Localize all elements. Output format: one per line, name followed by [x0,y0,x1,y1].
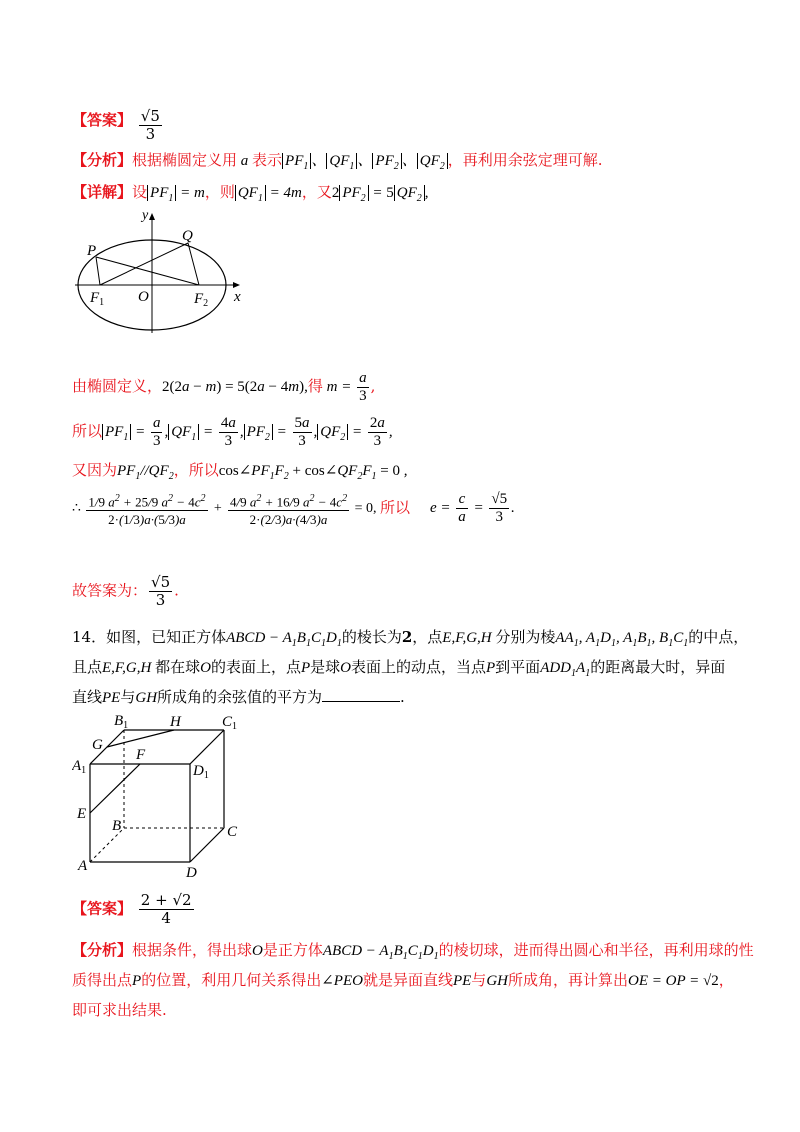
fx2a: 质得出点 [72,971,133,989]
line2-math: $PF_1$ = $\frac{a}{3}$ , $QF_1$ = $\frac{4a}{3}$ , $PF_2$ = $\frac{5a}{3}$ , $QF_2$ = $\frac{2a}{3}$ , [102,424,393,440]
analysis-14-line3 [72,1000,167,1020]
detail-text-3: ，又 [301,183,332,201]
q2-points: E,F,G,H [102,660,156,676]
q1-points: E,F,G,H [442,630,496,646]
label-F2: $F_2$ [194,291,209,309]
q1e: 分别为棱 [495,628,556,646]
label-F1: $F_1$ [90,290,105,308]
final-fraction: $\frac{√5}{3}$ [151,573,171,609]
line2-prefix: 所以 [72,421,103,440]
fx2c: 就是异面直线 [362,971,453,989]
fx2d: 与 [471,971,487,989]
line3-math-b: $\cos\angle PF_1F_2$ + $\cos\angle QF_2F_1 = 0$ , [218,463,408,482]
label-F: F [136,747,146,763]
segment-EF [90,764,140,813]
q2-O2: O [340,660,351,676]
q2e: 表面上的动点，当点 [350,658,486,676]
cosine-math: ∴ $\frac{1/9 a^2 + 25/9 a^2 - 4c^2}{2\cdot(1/3)a\cdot(5/3)a}$ + $\frac{4/9 a^2 + 16/9 a^2 - 4c^2}{2\cdot(2/3)a\cdot(4/3)a}$ = 0, [72,501,380,516]
label-y: y [142,208,149,223]
edge-CD [190,828,224,862]
q3a: 直线 [72,688,103,706]
q2-O: O [200,660,211,676]
q2g: 的距离最大时，异面 [590,658,726,676]
line1-suffix: 得 [307,376,323,395]
y-arrow [149,213,155,220]
q1d: ，点 [412,628,443,646]
q1-cube: ABCD − $A_1B_1C_1D_1$ [226,630,342,649]
segment-GH [107,730,174,747]
q2d: 是球 [310,658,341,676]
label-A1: $A_1$ [72,758,87,776]
question-14-line3: 直线PE与GH所成角的余弦值的平方为 . [72,688,405,706]
label-G: G [92,737,103,753]
fx1b: 是正方体 [262,941,323,959]
q1-edges: $AA_1$, $A_1D_1$, $A_1B_1$, $B_1C_1$ [555,630,689,649]
eccentricity-math: e = $\frac{c}{a}$ = $\frac{√5}{3}$ . [429,491,515,526]
final-prefix: 故答案为： [72,581,148,600]
analysis-text: 根据椭圆定义用 [132,151,238,169]
cosine-equation [72,490,515,528]
question-14-line1 [72,627,748,654]
label-B: B [112,818,122,834]
fx1-O: O [252,943,263,959]
label-A: A [78,858,88,874]
fx2-PE: PE [452,973,472,989]
fx2e: 所成角，再计算出 [507,971,628,989]
fx3: 即可求出结果. [72,1001,167,1019]
ellipse-def-line: 由椭圆定义，2(2a − m) = 5(2a − 4m),得 m = $\frac{a}{3}$ , [72,370,376,404]
q2-plane: $ADD_1A_1$ [540,660,591,679]
label-C: C [227,824,238,840]
q3-PE: PE [102,690,121,706]
cube-figure [72,712,247,880]
detail-math-3: 2 $PF_2 = 5$ $QF_2$ , [331,185,429,204]
label-D: D [186,865,197,880]
line1-math: 2(2a − m) = 5(2a − 4m), [162,378,308,395]
q2f: 到平面 [495,658,541,676]
triangle-Q [100,243,199,285]
q2-P: P [300,660,311,676]
line3-mid: ，所以 [173,461,219,479]
detail-math-2: $QF_1 = 4m$ [235,185,302,201]
ellipse-figure [70,205,250,340]
q1a: 如图，已知正方体 [106,628,227,646]
fx1-cube: ABCD − $A_1B_1C_1D_1$ [322,943,439,962]
line1-result: m = $\frac{a}{3}$ [322,370,367,404]
analysis-label-14: 【分析】 [72,941,133,959]
analysis-math-list: $PF_1$ 、 $QF_1$ 、 $PF_2$ 、 $QF_2$ [282,153,448,169]
q2-P2: P [486,660,496,676]
q1c: 2 [401,628,413,646]
answer-blank[interactable] [322,687,400,702]
fx2b: 的位置，利用几何关系得出 [141,971,322,989]
q3c: 所成角的余弦值的平方为 [157,688,323,706]
detail-text: 设 [132,183,148,201]
final-answer-13: 故答案为： $\frac{√5}{3}$ . [72,573,179,609]
edge-C1D1 [190,730,224,764]
answer-14-fraction: $\frac{2 + √2}{4}$ [140,891,192,927]
fx2-P: P [132,973,142,989]
answer-13-row [72,108,164,143]
q1b: 的棱长为 [341,628,402,646]
q1f: 的中点， [688,628,749,646]
analysis-14-line1 [72,940,754,967]
analysis-text-3: ，再利用余弦定理可解. [447,151,603,169]
fx1a: 根据条件，得出球 [132,941,253,959]
analysis-math-a: a [237,153,253,169]
detail-label: 【详解】 [72,183,133,201]
label-B1: $B_1$ [114,713,129,731]
q2b: 都在球 [155,658,201,676]
label-x: x [234,289,241,305]
label-Q: Q [182,228,193,244]
label-D1: $D_1$ [193,763,209,781]
analysis-13 [72,150,603,177]
x-arrow [233,282,240,288]
q3b: 与 [120,688,136,706]
fx2-angle: ∠PEO [321,973,363,989]
label-P: P [87,243,97,259]
parallel-line [72,460,407,487]
line3-math-a: $PF_1//QF_2$ [117,463,174,482]
q3-GH: GH [135,690,158,706]
line3-prefix: 又因为 [72,461,118,479]
label-O: O [138,289,149,305]
question-number: 14． [72,628,107,646]
detail-math-1: $PF_1 = m$ [147,185,205,201]
analysis-text-2: 表示 [252,151,283,169]
q2c: 的表面上，点 [210,658,301,676]
question-14-line2 [72,657,725,684]
analysis-label: 【分析】 [72,151,133,169]
fx1c: 的棱切球，进而得出圆心和半径，再利用球的性 [438,941,754,959]
fx2-eq: OE = OP = √2 [628,973,719,989]
line1-prefix: 由椭圆定义， [72,376,163,395]
lengths-line [72,415,393,452]
detail-text-2: ，则 [204,183,235,201]
label-C1: $C_1$ [222,714,238,732]
fx2-GH: GH [486,973,508,989]
line4-suffix: 所以 [379,498,410,517]
segment-PF2 [96,257,199,285]
answer-label-14: 【答案】 [72,899,133,918]
label-H: H [170,714,181,730]
answer-fraction: $\frac{√5}{3}$ [140,107,160,143]
answer-label: 【答案】 [72,111,133,129]
q2a: 且点 [72,658,103,676]
answer-14-row [72,892,196,927]
label-E: E [77,806,87,822]
analysis-14-line2: 质得出点P的位置，利用几何关系得出∠PEO就是异面直线PE与GH所成角，再计算出OE = OP = √2， [72,971,734,989]
